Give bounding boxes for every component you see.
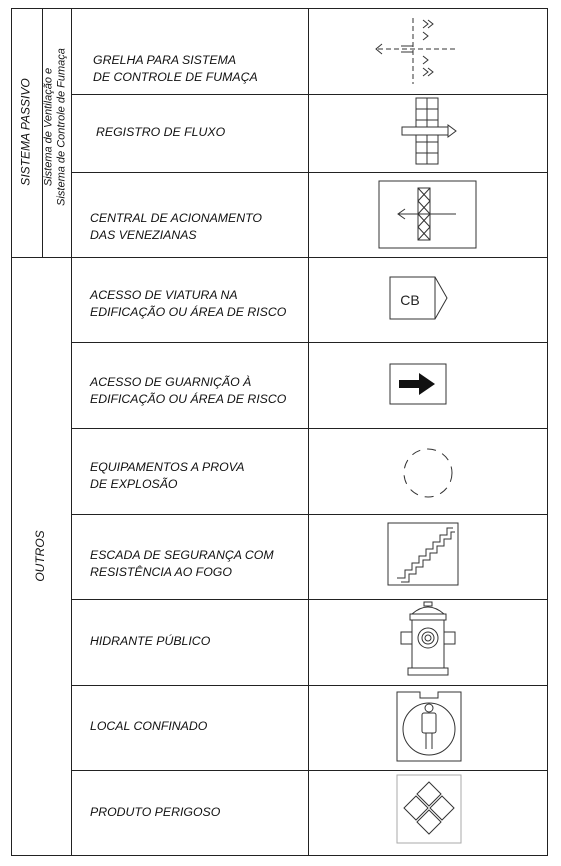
row-divider <box>71 172 548 173</box>
row-label: LOCAL CONFINADO <box>90 719 208 733</box>
row-label: CENTRAL DE ACIONAMENTO DAS VENEZIANAS <box>90 211 262 242</box>
row-label: PRODUTO PERIGOSO <box>90 805 221 819</box>
row-label: REGISTRO DE FLUXO <box>96 125 226 139</box>
row-divider <box>71 599 548 600</box>
row-label: ACESSO DE VIATURA NA EDIFICAÇÃO OU ÁREA DE RISCO <box>90 288 287 319</box>
public-hydrant-icon <box>398 600 460 680</box>
row-label: HIDRANTE PÚBLICO <box>90 634 211 648</box>
row-divider <box>71 342 548 343</box>
confined-space-icon <box>396 691 462 763</box>
row-label: ESCADA DE SEGURANÇA COM RESISTÊNCIA AO FOGO <box>90 548 274 579</box>
vehicle-access-icon <box>389 276 451 322</box>
smoke-grille-icon <box>368 16 458 86</box>
row-label: GRELHA PARA SISTEMA DE CONTROLE DE FUMAÇA <box>93 53 258 84</box>
hazardous-product-icon <box>396 774 462 846</box>
row-divider <box>71 770 548 771</box>
flow-damper-icon <box>398 96 462 168</box>
explosion-proof-icon <box>400 445 460 503</box>
row-divider <box>71 428 548 429</box>
row-label: EQUIPAMENTOS A PROVA DE EXPLOSÃO <box>90 460 245 491</box>
vehicle-access-code: CB <box>400 292 420 308</box>
column-divider <box>71 8 72 856</box>
row-divider <box>71 94 548 95</box>
row-divider <box>11 257 548 258</box>
row-divider <box>71 685 548 686</box>
group-label-ventilation <box>43 3 71 252</box>
row-label: ACESSO DE GUARNIÇÃO À EDIFICAÇÃO OU ÁREA DE RISCO <box>90 375 287 406</box>
louver-control-icon <box>378 180 478 250</box>
group-label-others: OUTROS <box>33 530 47 582</box>
group-label-passive: SISTEMA PASSIVO <box>18 78 33 186</box>
fire-stair-icon <box>387 522 461 588</box>
group-label-ventilation-line2: Sistema de Controle de Fumaça <box>55 48 68 206</box>
group-label-ventilation-line1: Sistema de Ventilação e <box>42 67 55 187</box>
crew-access-arrow-icon <box>389 363 449 407</box>
row-divider <box>71 514 548 515</box>
